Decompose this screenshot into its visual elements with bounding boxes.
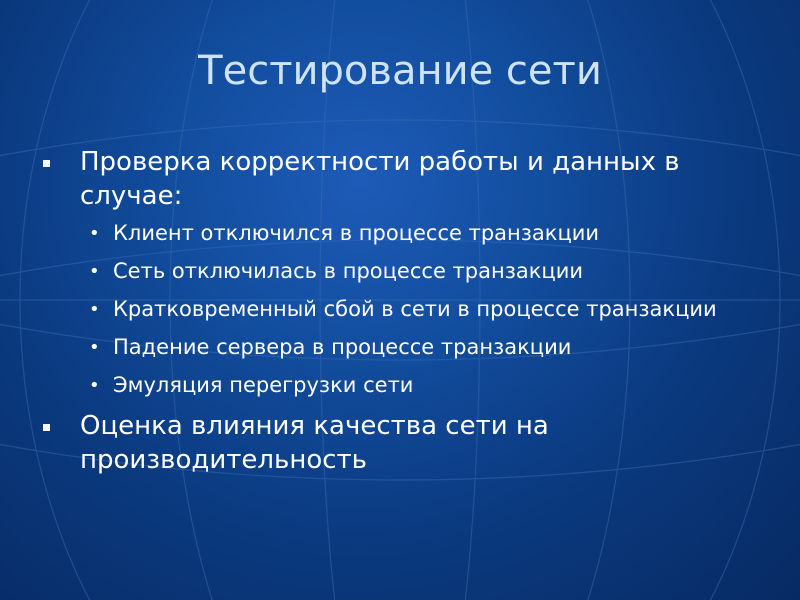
sub-bullet-list (40, 219, 770, 400)
bullet-text: Оценка влияния качества сети на производительность (80, 411, 549, 475)
sub-bullet-text: Клиент отключился в процессе транзакции (113, 221, 600, 245)
square-bullet-icon (43, 424, 50, 431)
dot-bullet-icon: • (89, 375, 100, 396)
sub-bullet-item (40, 371, 770, 400)
sub-bullet-text: Кратковременный сбой в сети в процессе транзакции (113, 297, 717, 321)
sub-bullet-text: Падение сервера в процессе транзакции (113, 335, 572, 359)
bullet-item (40, 145, 770, 213)
slide-content (40, 145, 770, 483)
dot-bullet-icon: • (89, 223, 100, 244)
sub-bullet-item (40, 295, 770, 324)
sub-bullet-text: Эмуляция перегрузки сети (113, 373, 414, 397)
sub-bullet-item (40, 219, 770, 248)
sub-bullet-item (40, 333, 770, 362)
dot-bullet-icon: • (89, 337, 100, 358)
bullet-item (40, 409, 770, 477)
square-bullet-icon (43, 160, 50, 167)
sub-bullet-text: Сеть отключилась в процессе транзакции (113, 259, 584, 283)
dot-bullet-icon: • (89, 299, 100, 320)
bullet-text: Проверка корректности работы и данных в случае: (80, 147, 680, 211)
slide-title: Тестирование сети (198, 48, 602, 94)
sub-bullet-item (40, 257, 770, 286)
dot-bullet-icon: • (89, 261, 100, 282)
